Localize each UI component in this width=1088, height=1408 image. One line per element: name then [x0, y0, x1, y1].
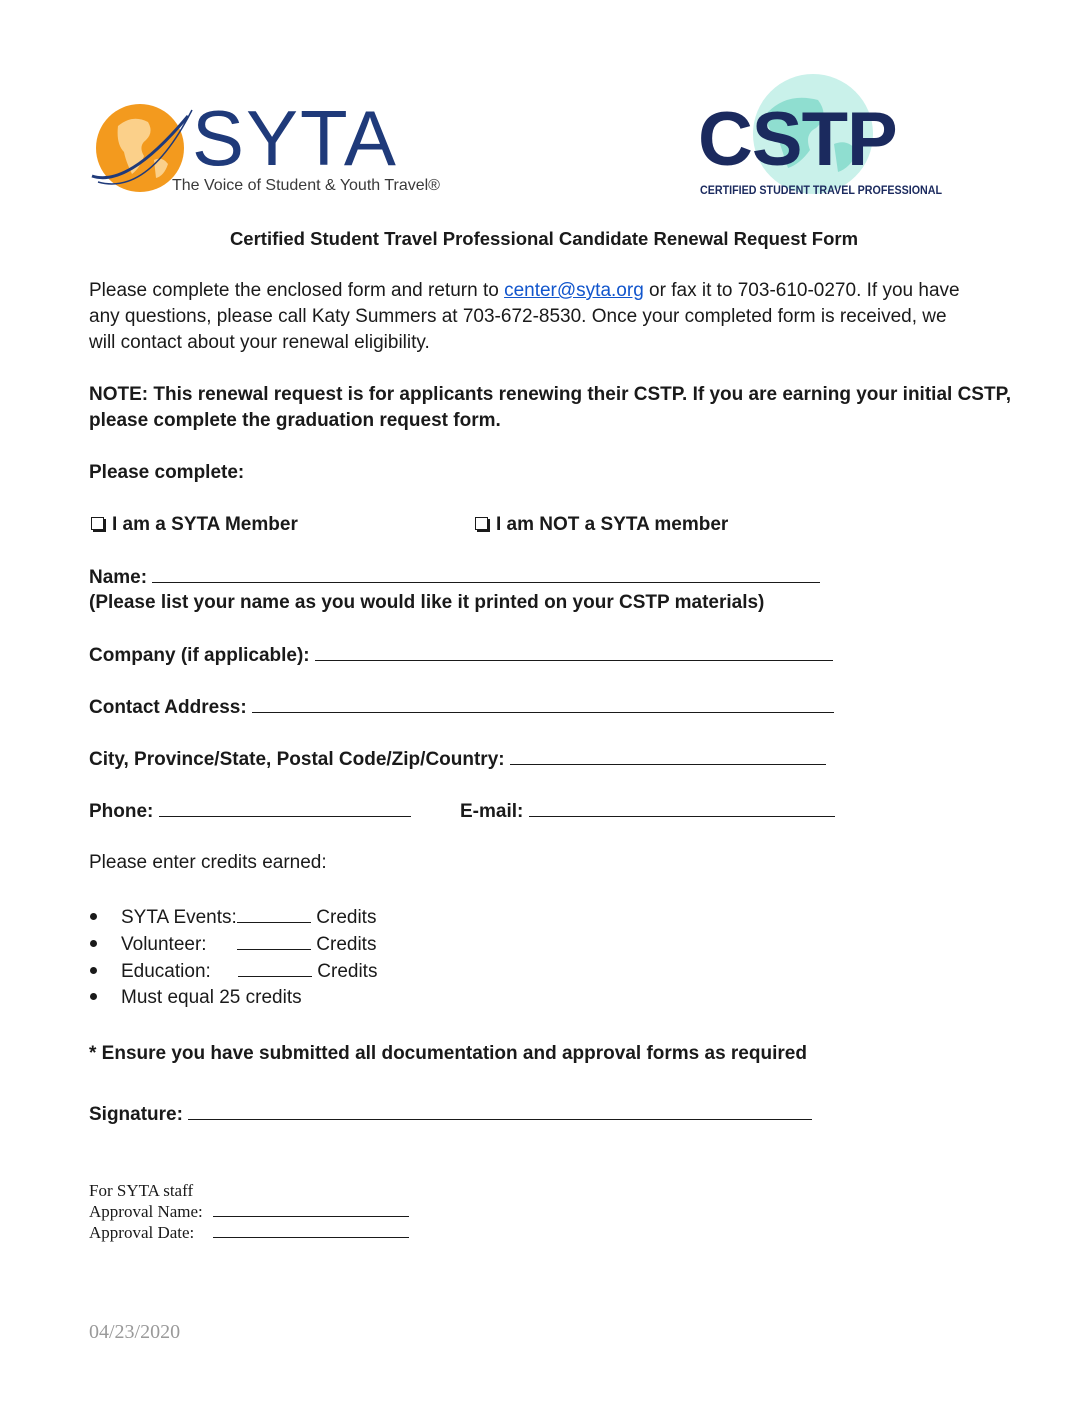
intro-text: Please complete the enclosed form and return to — [89, 280, 505, 301]
name-field-row — [89, 564, 820, 591]
not-member-checkbox-label: I am NOT a SYTA member — [496, 514, 729, 535]
member-checkbox-option[interactable] — [91, 512, 298, 538]
syta-tagline: The Voice of Student & Youth Travel® — [172, 177, 440, 194]
credit-label: SYTA Events: — [121, 907, 237, 928]
credit-label: Volunteer: — [121, 934, 207, 955]
credit-label: Education: — [121, 961, 211, 982]
note-line-2: please complete the graduation request form. — [89, 410, 501, 431]
intro-line-3: will contact about your renewal eligibility. — [89, 332, 430, 353]
approval-name-label: Approval Name: — [89, 1202, 203, 1221]
intro-paragraph — [89, 278, 960, 356]
ensure-note: * Ensure you have submitted all documentation and approval forms as required — [89, 1043, 807, 1064]
credit-label: Must equal 25 credits — [121, 987, 302, 1008]
phone-field-row — [89, 798, 411, 825]
company-label: Company (if applicable): — [89, 645, 310, 666]
note-line-1: NOTE: This renewal request is for applicants renewing their CSTP. If you are earning your initial CSTP, — [89, 384, 1012, 405]
city-label: City, Province/State, Postal Code/Zip/Country: — [89, 749, 505, 770]
name-blank[interactable] — [152, 564, 820, 583]
approval-date-label: Approval Date: — [89, 1223, 195, 1242]
phone-label: Phone: — [89, 801, 154, 822]
intro-text: or fax it to 703-610-0270. If you have — [643, 280, 960, 301]
approval-name-blank[interactable] — [213, 1203, 409, 1217]
credit-suffix: Credits — [316, 907, 377, 928]
address-blank[interactable] — [252, 694, 834, 713]
phone-blank[interactable] — [159, 798, 411, 817]
email-blank[interactable] — [529, 798, 835, 817]
staff-section — [89, 1180, 409, 1243]
signature-blank[interactable] — [188, 1101, 812, 1120]
checkbox[interactable] — [91, 517, 104, 530]
email-field-row — [460, 798, 835, 825]
name-label: Name: — [89, 567, 148, 588]
intro-line-2: any questions, please call Katy Summers at 703-672-8530. Once your completed form is received, we — [89, 306, 947, 327]
credits-heading: Please enter credits earned: — [89, 852, 327, 873]
approval-date-blank[interactable] — [213, 1224, 409, 1238]
credits-list-item — [90, 931, 376, 958]
signature-field-row — [89, 1101, 812, 1128]
syta-wordmark: SYTA — [192, 94, 398, 182]
footer-date: 04/23/2020 — [89, 1321, 181, 1343]
city-field-row — [89, 746, 826, 773]
credit-suffix: Credits — [317, 961, 378, 982]
cstp-tagline: CERTIFIED STUDENT TRAVEL PROFESSIONAL — [700, 185, 943, 197]
credit-blank[interactable] — [237, 931, 311, 950]
credits-list-item — [90, 958, 377, 985]
address-label: Contact Address: — [89, 697, 247, 718]
name-note: (Please list your name as you would like it printed on your CSTP materials) — [89, 592, 765, 613]
credits-list-item — [90, 904, 376, 931]
bullet-icon — [90, 940, 97, 947]
note-paragraph — [89, 382, 1011, 434]
credit-suffix: Credits — [316, 934, 377, 955]
please-complete-label: Please complete: — [89, 462, 245, 483]
company-field-row — [89, 642, 833, 669]
not-member-checkbox-option[interactable] — [475, 512, 728, 538]
address-field-row — [89, 694, 834, 721]
credit-blank[interactable] — [238, 958, 312, 977]
signature-label: Signature: — [89, 1104, 183, 1125]
form-title: Certified Student Travel Professional Candidate Renewal Request Form — [229, 228, 859, 249]
intro-line-1 — [89, 278, 960, 304]
bullet-icon — [90, 967, 97, 974]
credits-list-item — [90, 985, 302, 1011]
approval-name-row — [89, 1201, 409, 1222]
syta-logo — [88, 96, 448, 200]
bullet-icon — [90, 993, 97, 1000]
cstp-wordmark: CSTP — [698, 97, 897, 182]
member-checkbox-label: I am a SYTA Member — [112, 514, 298, 535]
bullet-icon — [90, 913, 97, 920]
approval-date-row — [89, 1222, 409, 1243]
staff-heading: For SYTA staff — [89, 1181, 194, 1200]
email-link[interactable]: center@syta.org — [504, 280, 644, 301]
company-blank[interactable] — [315, 642, 833, 661]
checkbox[interactable] — [475, 517, 488, 530]
cstp-logo — [698, 72, 943, 202]
email-label: E-mail: — [460, 801, 524, 822]
city-blank[interactable] — [510, 746, 826, 765]
credit-blank[interactable] — [237, 904, 311, 923]
